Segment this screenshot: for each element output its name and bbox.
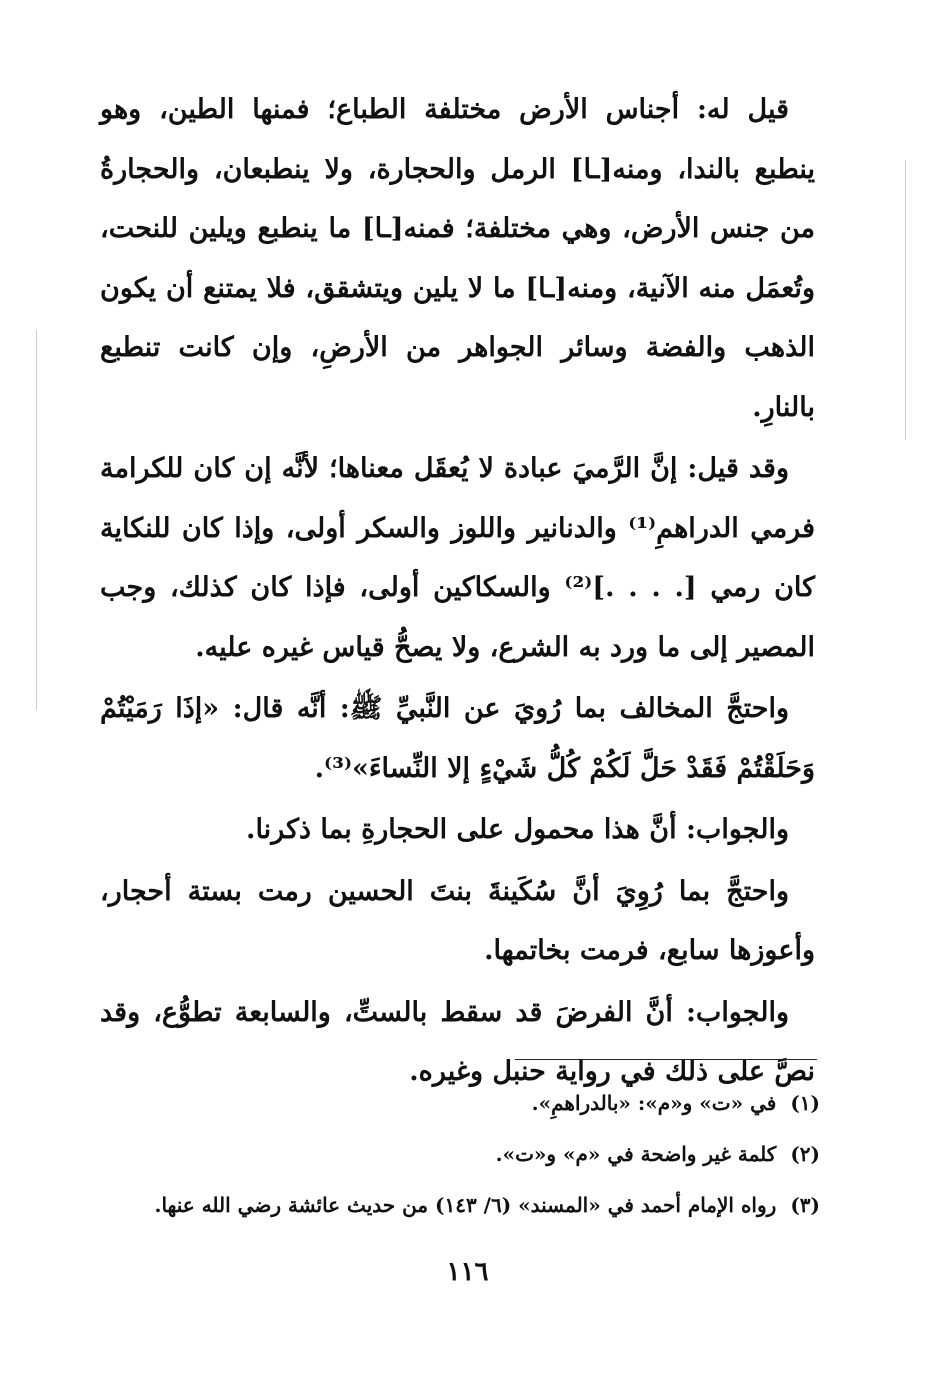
footnote-number: (٢) (790, 1142, 820, 1166)
main-text (100, 80, 815, 1102)
footnote-separator (515, 1059, 817, 1060)
footnote-1 (100, 1078, 820, 1129)
scan-edge-mark (905, 160, 906, 440)
footnotes (100, 1078, 820, 1231)
paragraph-4: والجواب: أنَّ هذا محمول على الحجارةِ بما ذكرنا. (246, 814, 789, 845)
footnote-text: في «ت» و«م»: «بالدراهمِ». (531, 1091, 777, 1115)
paragraph-5: واحتجَّ بما رُوِيَ أنَّ سُكَينةَ بنتَ الحسين رمت بستة أحجار، وأعوزها سابع، فرمت بخاتمها. (100, 875, 815, 966)
footnote-number: (٣) (790, 1193, 820, 1217)
paragraph-2: وقد قيل: إنَّ الرَّميَ عبادة لا يُعقَل معناها؛ لأنَّه إن كان للكرامة فرمي الدراهمِ⁽¹⁾ والدنانير واللوز والسكر أولى، وإذا كان للنكاية كان رمي [. . . .]⁽²⁾ والسكاكين أولى، فإذا كان كذلك، وجب المصير إلى ما ورد به الشرع، ولا يصحُّ قياس غيره عليه. (100, 453, 815, 663)
footnote-number: (١) (790, 1091, 820, 1115)
paragraph-6: والجواب: أنَّ الفرضَ قد سقط بالستِّ، والسابعة تطوُّع، وقد نصَّ على ذلك في رواية حنبل وغيره. (100, 996, 815, 1087)
paragraph-3: واحتجَّ المخالف بما رُويَ عن النَّبيِّ ﷺ: أنَّه قال: «إذَا رَمَيْتُمْ وَحَلَقْتُمْ فَقَدْ حَلَّ لَكُمْ كُلُّ شَيْءٍ إلا النِّساءَ»⁽³⁾. (100, 693, 815, 784)
scan-edge-mark (36, 330, 37, 710)
footnote-text: رواه الإمام أحمد في «المسند» (٦/ ١٤٣) من حديث عائشة رضي الله عنها. (154, 1193, 777, 1217)
footnote-3 (100, 1180, 820, 1231)
paragraph-1: قيل له: أجناس الأرض مختلفة الطباع؛ فمنها الطين، وهو ينطبع بالندا، ومنه[ـا] الرمل والحجارة، ولا ينطبعان، والحجارةُ من جنس الأرض، وهي مختلفة؛ فمنه[ـا] ما ينطبع ويلين للنحت، وتُعمَل منه الآنية، ومنه[ـا] ما لا يلين ويتشقق، فلا يمتنع أن يكون الذهب والفضة وسائر الجواهر من الأرضِ، وإن كانت تنطبع بالنارِ. (100, 94, 815, 423)
footnote-text: كلمة غير واضحة في «م» و«ت». (495, 1142, 777, 1166)
page-number: ١١٦ (446, 1257, 489, 1287)
footnote-2 (100, 1129, 820, 1180)
